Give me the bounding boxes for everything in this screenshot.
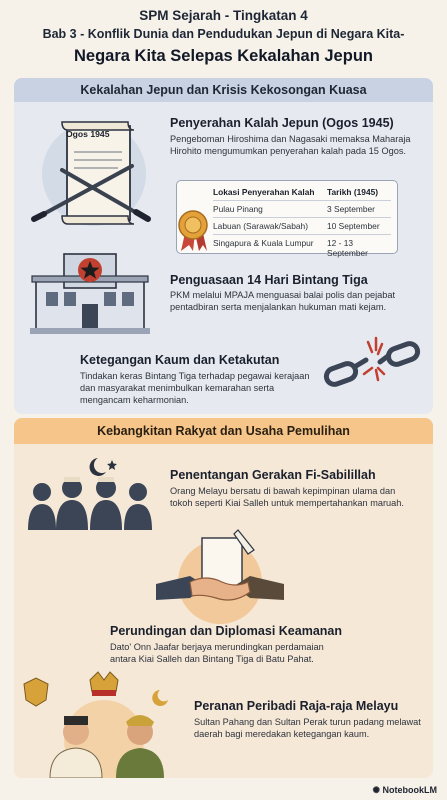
handshake-icon — [150, 526, 290, 626]
item-raja-title: Peranan Peribadi Raja-raja Melayu — [194, 699, 399, 713]
item-fisabilillah-title: Penentangan Gerakan Fi-Sabilillah — [170, 468, 376, 482]
building-illustration — [30, 246, 150, 334]
crowd-crescent-icon — [20, 450, 168, 532]
surrender-locations-table — [176, 180, 398, 258]
section-2-heading: Kebangkitan Rakyat dan Usaha Pemulihan — [14, 418, 433, 444]
table-cell-date: 12 - 13 September — [327, 238, 368, 258]
surrender-illustration — [22, 108, 172, 232]
item-diplomasi-body: Dato' Onn Jaafar berjaya merundingkan perdamaian antara Kiai Salleh dan Bintang Tiga di Batu Pahat. — [110, 642, 324, 664]
table-cell-location: Pulau Pinang — [213, 204, 263, 214]
item-ketegangan-body: Tindakan keras Bintang Tiga terhadap pegawai kerajaan dan masyarakat menimbulkan kemarahan serta mengancam keharmonian. — [80, 371, 310, 405]
item-ketegangan-title: Ketegangan Kaum dan Ketakutan — [80, 353, 280, 367]
item-bintang-tiga-title: Penguasaan 14 Hari Bintang Tiga — [170, 273, 368, 287]
royals-illustration — [20, 670, 190, 778]
chapter-title: Bab 3 - Konflik Dunia dan Pendudukan Jepun di Negara Kita- — [42, 27, 405, 41]
table-header-date: Tarikh (1945) — [327, 187, 379, 197]
broken-chain-icon — [322, 332, 422, 398]
item-surrender-body: Pengeboman Hiroshima dan Nagasaki memaksa Maharaja Hirohito mengumumkan penyerahan kalah pada 15 Ogos. — [170, 134, 411, 156]
item-diplomasi-title: Perundingan dan Diplomasi Keamanan — [110, 624, 342, 638]
item-raja-body: Sultan Pahang dan Sultan Perak turun padang melawat daerah bagi meredakan ketegangan kaum. — [194, 717, 421, 739]
handshake-illustration — [150, 526, 290, 626]
government-building-icon — [30, 246, 150, 334]
brand-label: NotebookLM — [382, 785, 437, 795]
table-cell-location: Singapura & Kuala Lumpur — [213, 238, 314, 248]
item-fisabilillah-body: Orang Melayu bersatu di bawah kepimpinan ulama dan tokoh seperti Kiai Salleh untuk mempertahankan maruah. — [170, 486, 404, 508]
table-cell-date: 10 September — [327, 221, 380, 231]
brand-footer — [372, 785, 437, 796]
table-cell-date: 3 September — [327, 204, 375, 214]
broken-chain-illustration — [322, 332, 422, 398]
section-1-heading: Kekalahan Jepun dan Krisis Kekosongan Kuasa — [14, 78, 433, 102]
page-title: Negara Kita Selepas Kekalahan Jepun — [74, 47, 373, 65]
seal-ribbon-icon — [173, 203, 213, 253]
malay-royals-icon — [20, 670, 190, 778]
crowd-illustration — [20, 450, 168, 532]
notebook-icon: ✺ — [372, 785, 383, 795]
scroll-date-label: Ogos 1945 — [66, 129, 110, 139]
subject-title: SPM Sejarah - Tingkatan 4 — [139, 8, 308, 23]
scroll-swords-icon — [22, 108, 172, 232]
table-header-location: Lokasi Penyerahan Kalah — [213, 187, 315, 197]
table-cell-location: Labuan (Sarawak/Sabah) — [213, 221, 308, 231]
item-surrender-title: Penyerahan Kalah Jepun (Ogos 1945) — [170, 116, 394, 130]
item-bintang-tiga-body: PKM melalui MPAJA menguasai balai polis dan pejabat pentadbiran serta menjalankan hukuman mati kejam. — [170, 290, 396, 312]
